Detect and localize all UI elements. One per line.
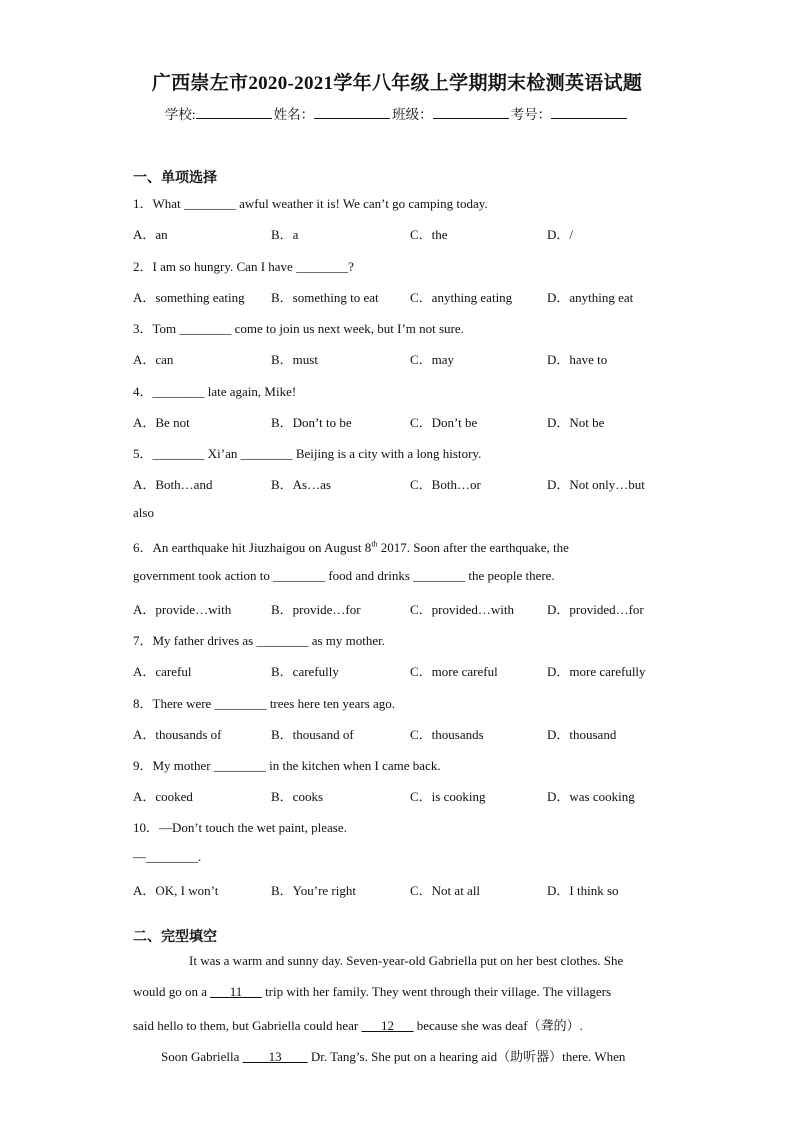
option-row xyxy=(133,599,693,617)
option-row xyxy=(133,412,693,430)
question-stem: 3．Tom ________ come to join us next week, but I’m not sure. xyxy=(133,321,464,336)
option-b[interactable]: B．thousand of xyxy=(271,727,354,742)
option-c[interactable]: C．provided…with xyxy=(410,602,514,617)
question-stem: 10．—Don’t touch the wet paint, please. xyxy=(133,820,347,835)
option-c[interactable]: C．may xyxy=(410,352,455,367)
option-b[interactable]: B．a xyxy=(271,227,299,242)
option-c[interactable]: C．anything eating xyxy=(410,290,513,305)
option-row xyxy=(133,224,693,242)
student-info-line xyxy=(0,103,794,123)
option-a[interactable]: A．can xyxy=(133,352,174,367)
page-title: 广西崇左市2020-2021学年八年级上学期期末检测英语试题 xyxy=(151,73,643,94)
option-a[interactable]: A．something eating xyxy=(133,290,245,305)
option-a[interactable]: A．OK, I won’t xyxy=(133,883,219,898)
option-a[interactable]: A．provide…with xyxy=(133,602,232,617)
option-row xyxy=(133,661,693,679)
cloze-blank-13[interactable]: ____13____ xyxy=(242,1049,308,1064)
option-row xyxy=(133,474,693,492)
option-b[interactable]: B．carefully xyxy=(271,664,339,679)
option-c[interactable]: C．more careful xyxy=(410,664,498,679)
question-stem: 8．There were ________ trees here ten years ago. xyxy=(133,696,396,711)
school-label: 学校: xyxy=(164,107,196,122)
option-c[interactable]: C．is cooking xyxy=(410,789,486,804)
option-a[interactable]: A．Both…and xyxy=(133,477,213,492)
option-b[interactable]: B．cooks xyxy=(271,789,324,804)
passage-line: Soon Gabriella ____13____ Dr. Tang’s. She put on a hearing aid（助听器）there. When xyxy=(161,1049,626,1064)
option-d[interactable]: D．thousand xyxy=(547,727,617,742)
cloze-blank-12[interactable]: ___12___ xyxy=(361,1018,414,1033)
option-a[interactable]: A．careful xyxy=(133,664,192,679)
option-b[interactable]: B．Don’t to be xyxy=(271,415,352,430)
option-d[interactable]: D．/ xyxy=(547,227,574,242)
cloze-blank-11[interactable]: ___11___ xyxy=(210,984,262,999)
option-c[interactable]: C．the xyxy=(410,227,448,242)
question-stem: 2．I am so hungry. Can I have ________? xyxy=(133,259,354,274)
passage-line: It was a warm and sunny day. Seven-year-old Gabriella put on her best clothes. She xyxy=(189,953,624,968)
question-stem: 6．An earthquake hit Jiuzhaigou on August 8th 2017. Soon after the earthquake, the xyxy=(133,539,569,555)
question-stem-cont: government took action to ________ food and drinks ________ the people there. xyxy=(133,568,555,583)
option-d[interactable]: D．was cooking xyxy=(547,789,635,804)
question-stem-cont: —________. xyxy=(133,849,202,864)
option-a[interactable]: A．Be not xyxy=(133,415,190,430)
class-label: 班级： xyxy=(392,107,433,122)
class-blank[interactable] xyxy=(433,106,509,119)
option-d[interactable]: D．have to xyxy=(547,352,608,367)
option-d-wrap: also xyxy=(133,505,154,520)
name-label: 姓名： xyxy=(273,107,315,122)
option-b[interactable]: B．provide…for xyxy=(271,602,361,617)
question-stem: 1．What ________ awful weather it is! We can’t go camping today. xyxy=(133,196,488,211)
section-heading-cloze: 二、完型填空 xyxy=(133,930,217,945)
question-stem: 7．My father drives as ________ as my mother. xyxy=(133,633,386,648)
passage-line: said hello to them, but Gabriella could hear ___12___ because she was deaf（聋的）. xyxy=(133,1018,583,1033)
section-heading-single-choice: 一、单项选择 xyxy=(133,171,217,186)
option-d[interactable]: D．more carefully xyxy=(547,664,646,679)
option-c[interactable]: C．thousands xyxy=(410,727,484,742)
question-stem: 5．________ Xi’an ________ Beijing is a city with a long history. xyxy=(133,446,482,461)
option-c[interactable]: C．Both…or xyxy=(410,477,481,492)
question-stem: 4．________ late again, Mike! xyxy=(133,384,297,399)
number-blank[interactable] xyxy=(551,106,627,119)
option-row xyxy=(133,786,693,804)
option-a[interactable]: A．cooked xyxy=(133,789,193,804)
option-b[interactable]: B．must xyxy=(271,352,318,367)
option-b[interactable]: B．something to eat xyxy=(271,290,379,305)
option-a[interactable]: A．thousands of xyxy=(133,727,222,742)
option-d[interactable]: D．anything eat xyxy=(547,290,634,305)
option-c[interactable]: C．Don’t be xyxy=(410,415,478,430)
passage-line: would go on a ___11___ trip with her family. They went through their village. The villagers xyxy=(133,984,612,999)
option-row xyxy=(133,724,693,742)
option-d[interactable]: D．provided…for xyxy=(547,602,644,617)
option-d[interactable]: D．I think so xyxy=(547,883,619,898)
option-b[interactable]: B．You’re right xyxy=(271,883,356,898)
option-a[interactable]: A．an xyxy=(133,227,168,242)
number-label: 考号： xyxy=(510,107,552,122)
option-b[interactable]: B．As…as xyxy=(271,477,331,492)
option-d[interactable]: D．Not be xyxy=(547,415,605,430)
option-c[interactable]: C．Not at all xyxy=(410,883,481,898)
option-row xyxy=(133,287,693,305)
school-blank[interactable] xyxy=(196,106,272,119)
question-stem: 9．My mother ________ in the kitchen when I came back. xyxy=(133,758,441,773)
name-blank[interactable] xyxy=(314,106,390,119)
option-d[interactable]: D．Not only…but xyxy=(547,477,645,492)
option-row xyxy=(133,349,693,367)
option-row xyxy=(133,880,693,898)
